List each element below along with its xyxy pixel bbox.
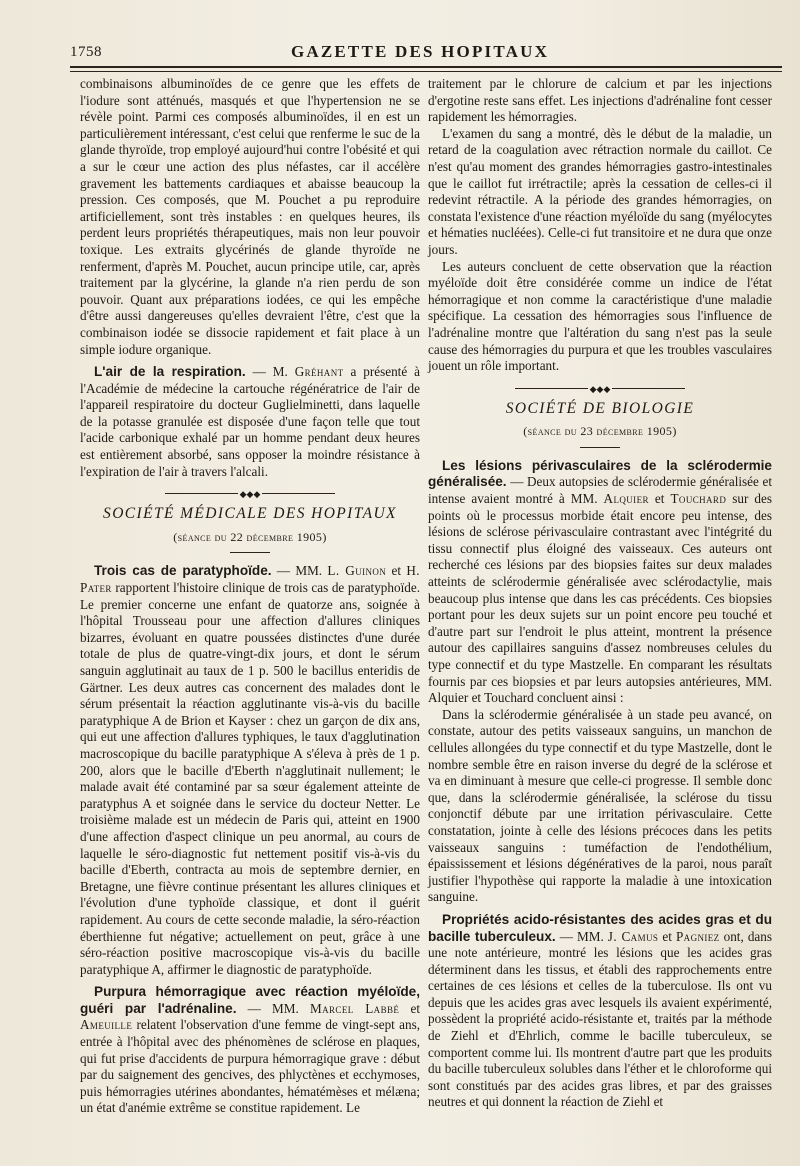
author-name: Gréhant <box>294 364 344 380</box>
left-column <box>80 76 420 1117</box>
article-acides-gras: Propriétés acido-résistantes des acides gras et du bacille tuberculeux. — MM. J. Camus et Pagniez ont, dans une note antérieure, montré les lésions que les acides gras déterminent dans les tissus, et établi des rapprochements entre certaines de ces lésions et celles de la tuberculose. Ils ont vu depuis que les acides gras avec lesquels ils avaient expérimenté, possèdent la propriété acido-résistante et, traités par la méthode de Ziehl et d'Ehrlich, comme le bacille tuberculeux, se comportent comme lui. Ils montrent d'autre part que les produits du bacille tuberculeux solubles dans l'éther et le chloroforme qui sont constitués par des acides gras libres, et par des graisses neutres et qui donnent la réaction de Ziehl et <box>428 911 772 1110</box>
author-name: Ameuille <box>80 1017 133 1033</box>
journal-title: GAZETTE DES HOPITAUX <box>290 42 550 61</box>
article-paratyphoide: Trois cas de paratyphoïde. — MM. L. Guinon et H. Pater rapportent l'histoire clinique de trois cas de paratyphoïde. Le premier concerne une enfant de quatorze ans, soignée à l'hôpital Trousseau pour une affection d'allures cliniques bizarres, évoluant en quatre poussées distinctes d'une durée totale de plus de quatre-vingt-dix jours, et dont le sérum sanguin agglutinait au taux de 1 p. 500 le bacillus enteridis de Gärtner. Les deux autres cas concernent des malades dont le sérum présentait la réaction agglutinante vis-à-vis du bacille paratyphique A de Brion et Kayser : chez un garçon de dix ans, qui eut une affection d'allures typhiques, le taux d'agglutination macroscopique du bacille paratyphique A s'éleva à près de 1 p. 200, alors que le bacille d'Eberth n'agglutinait nullement; le malade avait été contaminé par sa sœur également atteinte de paratyphus A et soignée dans le service du docteur Netter. Le troisième malade est un médecin de Paris qui, atteint en 1900 d'une affection d'aspect clinique un peu anormal, au cours de laquelle le séro-diagnostic fut nettement positif vis-à-vis du bacille d'Eberth, contracta au mois de septembre dernier, en Bretagne, une fièvre continue présentant les allures cliniques et l'évolution d'une typhoïde classique, et dont il guérit rapidement. Au cours de cette seconde maladie, la séro-réaction éberthienne fut négative; actuellement on peut, grâce à une séro-réaction positive macroscopique vis-à-vis du bacille paratyphique A, affirmer le diagnostic de paratyphoïde. <box>80 563 420 977</box>
short-rule <box>580 447 620 448</box>
section-session-date: (séance du 22 décembre 1905) <box>173 529 327 544</box>
author-name: Pagniez <box>675 928 720 944</box>
article-air-respiration: L'air de la respiration. — M. Gréhant a présenté à l'Académie de médecine la cartouche régénératrice de l'air de l'appareil respiratoire du docteur Guglielminetti, dans laquelle de la potasse granulée est disposée d'une façon telle que tout l'acide carbonique exhalé par un homme pendant deux heures est entièrement absorbé, sans opposer la moindre résistance à l'expiration de l'air à travers l'alcali. <box>80 364 420 479</box>
article-title: Les lésions périvasculaires de la sclérodermie généralisée. <box>428 457 772 490</box>
page-header <box>70 40 770 68</box>
section-title: SOCIÉTÉ DE BIOLOGIE <box>505 399 695 417</box>
article-title: Propriétés acido-résistantes des acides gras et du bacille tuberculeux. <box>428 911 772 944</box>
article-sclerodermie: Les lésions périvasculaires de la sclérodermie généralisée. — Deux autopsies de sclérodermie généralisée et intense avaient montré à MM. Alquier et Touchard sur des points où le processus morbide était encore peu intense, des lésions de sclérose périvasculaire contrastant avec l'intégrité du tissu connectif plus éloigné des vaisseaux. Ces auteurs ont recherché ces lésions par des biopsies faites sur deux malades atteints de sclérodermie généralisée avec sclérodactylie, mais beaucoup plus intense que dans les cas précédents. Ces biopsies portant pour les deux sujets sur un point encore peu touché et d'autre part sur l'endroit le plus atteint, montrent la présence autour des capillaires sanguins d'assez nombreuses celules du type connectif et du type Mastzelle. En comparant les résultats fournis par ces biopsies et par leurs autopsies antérieures, MM. Alquier et Touchard concluent ainsi : <box>428 457 772 706</box>
paragraph-iodure: combinaisons albuminoïdes de ce genre que les effets de l'iodure sont atténués, masqués et que l'hypertension ne se révèle point. Parmi ces composés albuminoïdes, il en est un particulièrement intéressant, c'est celui que renferme le suc de la glande thyroïde, trop employé aujourd'hui contre l'obésité et qui a sur le cœur une action des plus néfastes, car il accélère gravement les battements cardiaques et abaisse beaucoup la pression. Ces composés, que M. Pouchet a pu reproduire artificiellement, sont très instables : en quelques heures, ils perdent leurs propriétés thérapeutiques, mais non leur pouvoir toxique. Les extraits glycérinés de glande thyroïde ne renferment, d'après M. Pouchet, aucun principe utile, car, après traitement par la glycérine, la glande n'a rien perdu de son pouvoir. Quant aux préparations iodées, ce qui les empêche d'être aussi dangereuses qu'elles devraient l'être, c'est que la combinaison iodée se dissocie rapidement et fait place à un simple iodure organique. <box>80 76 420 357</box>
right-column <box>428 76 772 1111</box>
page-number: 1758 <box>70 44 102 60</box>
paragraph-conclusion: Les auteurs concluent de cette observation que la réaction myéloïde doit être considérée comme un indice de l'état hémorragique et non comme la caractéristique d'une maladie spécifique. La cessation des hémorragies sous l'influence de l'adrénaline montre que l'altération du sang n'est pas la seule cause des hémorragies du purpura et que les troubles vasculaires jouent un rôle important. <box>428 258 772 374</box>
section-session-date: (séance du 23 décembre 1905) <box>523 424 677 439</box>
article-purpura: Purpura hémorragique avec réaction myéloïde, guéri par l'adrénaline. — MM. Marcel Labbé et Ameuille relatent l'observation d'une femme de vingt-sept ans, entrée à l'hôpital avec des phénomènes de sclérose en plaques, qui fut prise d'accidents de purpura hémorragique grave : début par du saignement des gencives, des phlyctènes et ecchymoses, puis hémorragies utérines abondantes, hématémèses et mélæna; un état d'anémie extrême se constitue rapidement. Le <box>80 984 420 1116</box>
header-rule-thin <box>70 71 782 72</box>
section-separator: ◆◆◆ <box>515 385 685 393</box>
article-title: Trois cas de paratyphoïde. <box>94 563 272 579</box>
author-name: J. Camus <box>607 928 659 944</box>
article-title: Purpura hémorragique avec réaction myéloïde, guéri par l'adrénaline. <box>80 984 420 1016</box>
author-name: Touchard <box>670 491 727 507</box>
author-name: H. Pater <box>80 563 420 596</box>
author-name: Alquier <box>603 491 649 507</box>
article-title: L'air de la respiration. <box>94 364 246 380</box>
paragraph-sclerodermie-stade: Dans la sclérodermie généralisée à un stade peu avancé, on constate, autour des petits vaisseaux sanguins, un manchon de cellules allongées du type connectif et du type Mastzelle, dont le nombre semble être en raison inverse du degré de la sclérose et va en diminuant à mesure que celle-ci progresse. Il semble donc que, dans la sclérodermie généralisée, la sclérose du tissu conjonctif débute par une irritation périvasculaire. Cette constatation, jointe à celle des lésions précoces dans les petits vaisseaux sanguins : tuméfaction de l'endothélium, épaississement et lésions dégénératives de la paroi, nous paraît justifier l'hypothèse qui rapporte la maladie à une intoxication sanguine. <box>428 706 772 905</box>
short-rule <box>230 552 270 553</box>
header-rule <box>70 66 782 68</box>
author-name: Marcel Labbé <box>310 1000 400 1016</box>
section-title: SOCIÉTÉ MÉDICALE DES HOPITAUX <box>103 505 397 523</box>
paragraph-traitement: traitement par le chlorure de calcium et par les injections d'ergotine reste sans effet. Les injections d'adrénaline font cesser rapidement les hémorragies. <box>428 76 772 125</box>
section-separator: ◆◆◆ <box>165 490 335 498</box>
author-name: L. Guinon <box>327 563 387 579</box>
paragraph-examen-sang: L'examen du sang a montré, dès le début de la maladie, un retard de la coagulation avec rétraction normale du caillot. Ce n'est qu'au moment des grandes hémorragies gastro-intestinales que le caillot fut irrétractile; après la cessation de celles-ci il redevint rétractile. A la période des grandes hémorragies, on constata l'existence d'une réaction myéloïde du sang (myélocytes et hématies nucléées). Celle-ci fut transitoire et ne dura que onze jours. <box>428 125 772 257</box>
